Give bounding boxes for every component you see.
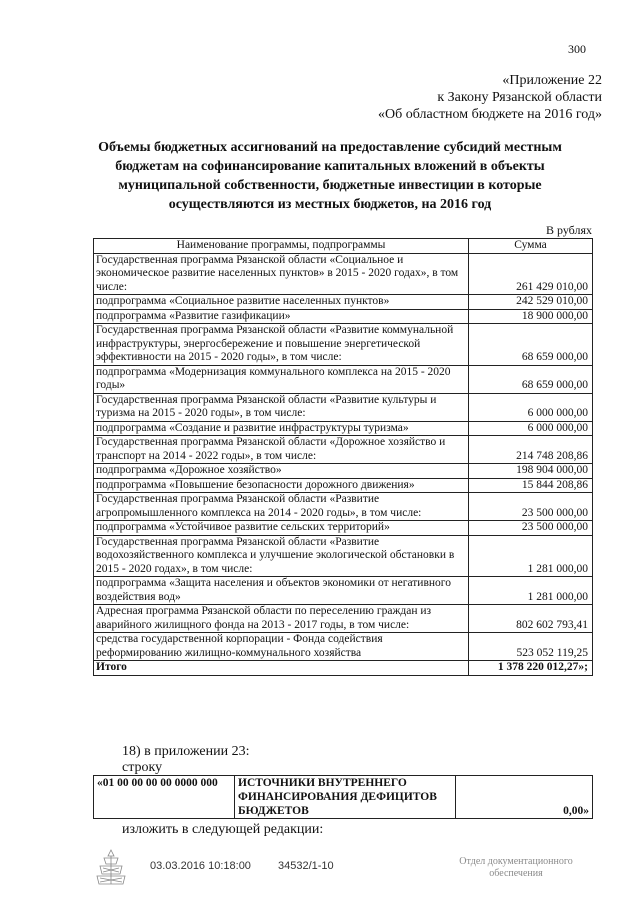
row-name: подпрограмма «Защита населения и объектов экономики от негативного воздействия вод» bbox=[94, 577, 469, 605]
row-amount: 15 844 208,86 bbox=[469, 478, 593, 493]
table-row bbox=[94, 535, 593, 577]
table-row bbox=[94, 577, 593, 605]
stated-text: изложить в следующей редакции: bbox=[122, 822, 324, 837]
table-row bbox=[94, 393, 593, 421]
footer-doc-id: 34532/1-10 bbox=[278, 860, 334, 872]
table-row bbox=[94, 605, 593, 633]
row-name: подпрограмма «Устойчивое развитие сельских территорий» bbox=[94, 521, 469, 536]
row-amount: 6 000 000,00 bbox=[469, 393, 593, 421]
sources-row bbox=[94, 776, 593, 819]
table-row bbox=[94, 295, 593, 310]
row-name: Государственная программа Рязанской области «Развитие культуры и туризма на 2015 - 2020 годы», в том числе: bbox=[94, 393, 469, 421]
total-label: Итого bbox=[94, 661, 469, 676]
table-row bbox=[94, 521, 593, 536]
row-name: подпрограмма «Повышение безопасности дорожного движения» bbox=[94, 478, 469, 493]
table-row bbox=[94, 253, 593, 295]
footer-department: Отдел документационного обеспечения bbox=[459, 856, 573, 879]
table-row bbox=[94, 464, 593, 479]
row-amount: 198 904 000,00 bbox=[469, 464, 593, 479]
row-amount: 802 602 793,41 bbox=[469, 605, 593, 633]
document-title: Объемы бюджетных ассигнований на предоставление субсидий местным бюджетам на софинансирование капитальных вложений в объекты муниципальной собственности, бюджетные инвестиции в которые осуществляются из местных бюджетов, на 2016 год bbox=[98, 140, 562, 212]
item-18-heading: 18) в приложении 23: bbox=[122, 744, 250, 759]
row-amount: 1 281 000,00 bbox=[469, 535, 593, 577]
table-row bbox=[94, 324, 593, 366]
currency-note: В рублях bbox=[545, 223, 592, 237]
table-row bbox=[94, 478, 593, 493]
budget-table-body bbox=[94, 253, 593, 675]
table-row bbox=[94, 421, 593, 436]
row-amount: 18 900 000,00 bbox=[469, 309, 593, 324]
appendix-line-2: к Закону Рязанской области bbox=[437, 90, 602, 105]
row-name: подпрограмма «Модернизация коммунального комплекса на 2015 - 2020 годы» bbox=[94, 365, 469, 393]
row-name: Государственная программа Рязанской области «Развитие водохозяйственного комплекса и улучшение экологической обстановки в 2015 - 2020 годах», в том числе: bbox=[94, 535, 469, 577]
row-name: Государственная программа Рязанской области «Развитие коммунальной инфраструктуры, энергосбережение и повышение энергетической эффективности на 2015 - 2020 годы», в том числе: bbox=[94, 324, 469, 366]
table-row bbox=[94, 633, 593, 661]
row-name: средства государственной корпорации - Фонда содействия реформированию жилищно-коммунального хозяйства bbox=[94, 633, 469, 661]
sources-name: ИСТОЧНИКИ ВНУТРЕННЕГО ФИНАНСИРОВАНИЯ ДЕФИЦИТОВ БЮДЖЕТОВ bbox=[235, 776, 456, 819]
row-amount: 6 000 000,00 bbox=[469, 421, 593, 436]
budget-table bbox=[93, 238, 593, 676]
header-name: Наименование программы, подпрограммы bbox=[94, 239, 469, 254]
row-amount: 1 281 000,00 bbox=[469, 577, 593, 605]
table-row bbox=[94, 365, 593, 393]
row-name: подпрограмма «Создание и развитие инфраструктуры туризма» bbox=[94, 421, 469, 436]
row-amount: 523 052 119,25 bbox=[469, 633, 593, 661]
row-amount: 68 659 000,00 bbox=[469, 365, 593, 393]
appendix-line-3: «Об областном бюджете на 2016 год» bbox=[378, 107, 602, 122]
appendix-line-1: «Приложение 22 bbox=[502, 73, 602, 88]
stroke-label: строку bbox=[122, 760, 163, 775]
table-row bbox=[94, 436, 593, 464]
table-row bbox=[94, 493, 593, 521]
row-name: подпрограмма «Дорожное хозяйство» bbox=[94, 464, 469, 479]
page-number: 300 bbox=[568, 42, 586, 56]
header-amount: Сумма bbox=[469, 239, 593, 254]
row-amount: 214 748 208,86 bbox=[469, 436, 593, 464]
row-name: Государственная программа Рязанской области «Социальное и экономическое развитие населенных пунктов» в 2015 - 2020 годах», в том числе: bbox=[94, 253, 469, 295]
total-amount: 1 378 220 012,27»; bbox=[469, 661, 593, 676]
row-amount: 242 529 010,00 bbox=[469, 295, 593, 310]
table-row bbox=[94, 309, 593, 324]
row-name: подпрограмма «Развитие газификации» bbox=[94, 309, 469, 324]
footer-timestamp: 03.03.2016 10:18:00 bbox=[150, 860, 251, 872]
sources-value: 0,00» bbox=[456, 776, 593, 819]
sources-code: «01 00 00 00 00 0000 000 bbox=[94, 776, 235, 819]
row-amount: 23 500 000,00 bbox=[469, 493, 593, 521]
row-name: подпрограмма «Социальное развитие населенных пунктов» bbox=[94, 295, 469, 310]
row-name: Государственная программа Рязанской области «Дорожное хозяйство и транспорт на 2014 - 2022 годы», в том числе: bbox=[94, 436, 469, 464]
row-amount: 23 500 000,00 bbox=[469, 521, 593, 536]
emblem-icon bbox=[94, 848, 128, 888]
table-header-row bbox=[94, 239, 593, 254]
row-amount: 68 659 000,00 bbox=[469, 324, 593, 366]
appendix-header bbox=[378, 72, 602, 123]
row-name: Адресная программа Рязанской области по переселению граждан из аварийного жилищного фонда на 2013 - 2017 годы, в том числе: bbox=[94, 605, 469, 633]
row-amount: 261 429 010,00 bbox=[469, 253, 593, 295]
row-name: Государственная программа Рязанской области «Развитие агропромышленного комплекса на 2014 - 2020 годы», в том числе: bbox=[94, 493, 469, 521]
total-row bbox=[94, 661, 593, 676]
sources-table bbox=[93, 775, 593, 819]
